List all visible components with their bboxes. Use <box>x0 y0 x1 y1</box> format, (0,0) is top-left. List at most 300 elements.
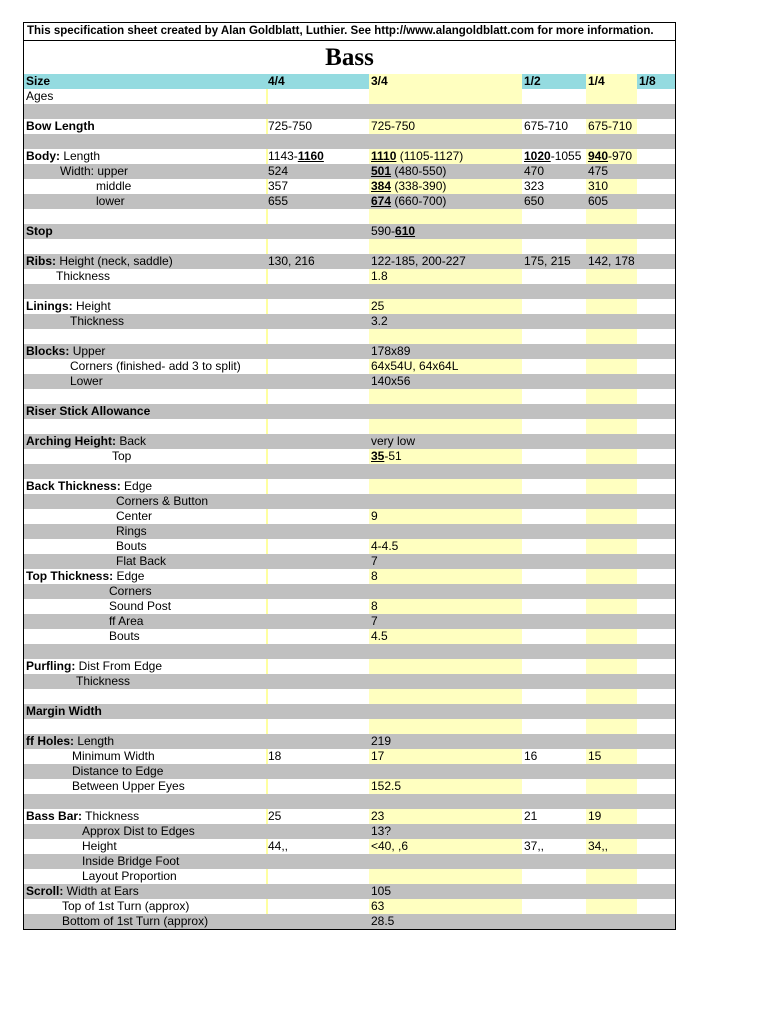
cell-size-1-8 <box>637 674 675 689</box>
table-row <box>24 194 675 209</box>
cell-size-1-2 <box>522 884 586 899</box>
cell-text: ff Area <box>109 614 144 628</box>
cell-size-3-4 <box>369 794 522 809</box>
cell-size-1-2 <box>522 464 586 479</box>
cell-size-1-2 <box>522 284 586 299</box>
cell-label <box>24 584 266 599</box>
cell-size-1-2 <box>522 689 586 704</box>
cell-text: Ages <box>26 89 54 103</box>
cell-size-4-4 <box>266 434 369 449</box>
cell-size-1-2 <box>522 224 586 239</box>
cell-label <box>24 794 266 809</box>
row-category-label: Back Thickness: <box>26 479 121 493</box>
cell-size-1-8 <box>637 839 675 854</box>
table-row <box>24 659 675 674</box>
row-category-label: Scroll: <box>26 884 64 898</box>
cell-size-3-4 <box>369 194 522 209</box>
cell-text: Width at Ears <box>63 884 139 898</box>
table-row <box>24 479 675 494</box>
cell-label <box>24 209 266 224</box>
cell-text: 1.8 <box>371 269 388 283</box>
cell-size-1-2 <box>522 719 586 734</box>
table-row <box>24 734 675 749</box>
cell-size-1-4 <box>586 809 637 824</box>
cell-label <box>24 284 266 299</box>
cell-size-3-4 <box>369 584 522 599</box>
cell-size-1-8 <box>637 464 675 479</box>
table-row <box>24 524 675 539</box>
cell-text: 7 <box>371 554 378 568</box>
cell-size-1-2 <box>522 839 586 854</box>
cell-size-4-4 <box>266 554 369 569</box>
cell-label <box>24 419 266 434</box>
cell-size-1-4 <box>586 704 637 719</box>
cell-text: 655 <box>268 194 289 208</box>
table-row <box>24 389 675 404</box>
cell-label <box>24 389 266 404</box>
cell-size-3-4 <box>369 539 522 554</box>
cell-size-1-4 <box>586 644 637 659</box>
cell-size-1-8 <box>637 404 675 419</box>
cell-size-1-2 <box>522 494 586 509</box>
cell-text: 605 <box>588 194 609 208</box>
cell-size-1-2 <box>522 314 586 329</box>
cell-size-1-2 <box>522 869 586 884</box>
cell-text: 175, 215 <box>524 254 571 268</box>
size-header-row <box>24 74 675 89</box>
cell-size-3-4 <box>369 314 522 329</box>
cell-size-1-2 <box>522 344 586 359</box>
cell-size-4-4 <box>266 269 369 284</box>
cell-size-1-2 <box>522 824 586 839</box>
cell-size-1-8 <box>637 584 675 599</box>
table-row <box>24 89 675 104</box>
table-row <box>24 179 675 194</box>
cell-text: 23 <box>371 809 385 823</box>
cell-size-1-8 <box>637 344 675 359</box>
cell-size-1-8 <box>637 749 675 764</box>
cell-size-3-4 <box>369 599 522 614</box>
cell-size-1-8 <box>637 884 675 899</box>
cell-text: Upper <box>69 344 106 358</box>
cell-size-4-4 <box>266 629 369 644</box>
cell-text: Height <box>72 299 111 313</box>
cell-size-1-8 <box>637 284 675 299</box>
cell-label <box>24 194 266 209</box>
cell-size-1-8 <box>637 764 675 779</box>
cell-size-1-4 <box>586 884 637 899</box>
cell-size-1-4 <box>586 839 637 854</box>
cell-size-4-4 <box>266 899 369 914</box>
cell-text: Width: upper <box>60 164 129 178</box>
table-row <box>24 149 675 164</box>
cell-size-4-4 <box>266 734 369 749</box>
cell-text: Lower <box>70 374 103 388</box>
cell-size-1-8 <box>637 479 675 494</box>
cell-text: 524 <box>268 164 289 178</box>
table-row <box>24 824 675 839</box>
cell-size-1-2 <box>522 809 586 824</box>
cell-size-1-4 <box>586 434 637 449</box>
cell-text: 19 <box>588 809 602 823</box>
cell-size-4-4 <box>266 329 369 344</box>
table-row <box>24 884 675 899</box>
cell-text: -1055 <box>550 149 582 163</box>
cell-size-3-4 <box>369 164 522 179</box>
cell-label <box>24 494 266 509</box>
table-row <box>24 749 675 764</box>
table-row <box>24 269 675 284</box>
cell-size-1-2 <box>522 119 586 134</box>
cell-size-1-4 <box>586 629 637 644</box>
cell-size-1-4 <box>586 509 637 524</box>
cell-size-1-4 <box>586 689 637 704</box>
cell-size-1-2 <box>522 794 586 809</box>
table-row <box>24 224 675 239</box>
row-category-label: Linings: <box>26 299 73 313</box>
cell-size-1-2 <box>522 734 586 749</box>
emphasized-value: 610 <box>395 224 416 238</box>
cell-label <box>24 704 266 719</box>
cell-text: 25 <box>371 299 385 313</box>
cell-size-4-4 <box>266 809 369 824</box>
cell-size-1-4 <box>586 389 637 404</box>
cell-size-3-4 <box>369 509 522 524</box>
emphasized-value: 1110 <box>371 149 397 163</box>
cell-size-3-4 <box>369 374 522 389</box>
table-row <box>24 119 675 134</box>
cell-size-1-2 <box>522 194 586 209</box>
row-category-label: ff Holes: <box>26 734 74 748</box>
cell-label <box>24 149 266 164</box>
cell-label <box>24 134 266 149</box>
cell-size-3-4 <box>369 434 522 449</box>
cell-text: 105 <box>371 884 392 898</box>
cell-size-1-4 <box>586 659 637 674</box>
table-row <box>24 284 675 299</box>
table-row <box>24 569 675 584</box>
cell-size-4-4 <box>266 584 369 599</box>
cell-size-3-4 <box>369 74 522 89</box>
cell-size-1-2 <box>522 569 586 584</box>
cell-size-1-8 <box>637 149 675 164</box>
cell-size-3-4 <box>369 854 522 869</box>
cell-size-1-8 <box>637 659 675 674</box>
cell-size-1-4 <box>586 494 637 509</box>
cell-size-1-8 <box>637 914 675 929</box>
cell-size-1-4 <box>586 179 637 194</box>
cell-label <box>24 839 266 854</box>
table-row <box>24 239 675 254</box>
cell-text: -51 <box>384 449 402 463</box>
cell-size-1-4 <box>586 584 637 599</box>
cell-size-4-4 <box>266 914 369 929</box>
emphasized-value: 501 <box>371 164 392 178</box>
cell-size-4-4 <box>266 254 369 269</box>
cell-label <box>24 899 266 914</box>
cell-size-1-2 <box>522 419 586 434</box>
cell-size-4-4 <box>266 209 369 224</box>
table-row <box>24 899 675 914</box>
cell-text: very low <box>371 434 416 448</box>
cell-size-4-4 <box>266 164 369 179</box>
cell-text: 3.2 <box>371 314 388 328</box>
cell-text: 37,, <box>524 839 545 853</box>
cell-text: Corners <box>109 584 152 598</box>
cell-text: 152.5 <box>371 779 402 793</box>
cell-label <box>24 644 266 659</box>
table-row <box>24 464 675 479</box>
cell-label <box>24 344 266 359</box>
emphasized-value: 1020 <box>524 149 551 163</box>
cell-label <box>24 884 266 899</box>
cell-size-4-4 <box>266 704 369 719</box>
cell-text: 142, 178 <box>588 254 635 268</box>
cell-size-4-4 <box>266 869 369 884</box>
cell-size-1-2 <box>522 659 586 674</box>
row-category-label: Arching Height: <box>26 434 116 448</box>
cell-size-1-2 <box>522 179 586 194</box>
cell-size-4-4 <box>266 479 369 494</box>
cell-label <box>24 179 266 194</box>
cell-size-1-2 <box>522 164 586 179</box>
cell-text: 8 <box>371 569 378 583</box>
cell-size-1-4 <box>586 614 637 629</box>
cell-text: 475 <box>588 164 609 178</box>
cell-label <box>24 254 266 269</box>
table-row <box>24 704 675 719</box>
cell-text: Layout Proportion <box>82 869 177 883</box>
cell-size-1-8 <box>637 299 675 314</box>
emphasized-value: 940 <box>588 149 609 163</box>
cell-size-4-4 <box>266 614 369 629</box>
cell-text: Length <box>74 734 115 748</box>
cell-size-3-4 <box>369 689 522 704</box>
cell-text: Between Upper Eyes <box>72 779 185 793</box>
table-row <box>24 449 675 464</box>
cell-size-1-4 <box>586 719 637 734</box>
cell-label <box>24 749 266 764</box>
cell-label <box>24 614 266 629</box>
table-row <box>24 254 675 269</box>
cell-text: (1105-1127) <box>396 149 464 163</box>
cell-label <box>24 509 266 524</box>
cell-size-3-4 <box>369 764 522 779</box>
cell-size-3-4 <box>369 89 522 104</box>
cell-size-1-2 <box>522 899 586 914</box>
cell-text: 140x56 <box>371 374 411 388</box>
cell-size-1-4 <box>586 134 637 149</box>
cell-size-1-8 <box>637 809 675 824</box>
cell-size-3-4 <box>369 719 522 734</box>
cell-size-4-4 <box>266 464 369 479</box>
cell-label <box>24 404 266 419</box>
cell-label <box>24 854 266 869</box>
cell-size-4-4 <box>266 119 369 134</box>
cell-size-3-4 <box>369 404 522 419</box>
cell-size-1-2 <box>522 779 586 794</box>
cell-text: 8 <box>371 599 378 613</box>
cell-size-1-4 <box>586 569 637 584</box>
table-row <box>24 209 675 224</box>
cell-size-1-8 <box>637 509 675 524</box>
cell-size-4-4 <box>266 74 369 89</box>
cell-text: Top <box>112 449 132 463</box>
cell-text: 16 <box>524 749 538 763</box>
cell-label <box>24 479 266 494</box>
cell-text: 44,, <box>268 839 289 853</box>
cell-size-3-4 <box>369 884 522 899</box>
cell-size-1-4 <box>586 329 637 344</box>
cell-size-1-2 <box>522 524 586 539</box>
table-row <box>24 644 675 659</box>
table-row <box>24 554 675 569</box>
cell-size-1-4 <box>586 914 637 929</box>
cell-size-1-2 <box>522 614 586 629</box>
cell-size-1-8 <box>637 164 675 179</box>
cell-size-4-4 <box>266 779 369 794</box>
cell-size-1-4 <box>586 74 637 89</box>
cell-size-3-4 <box>369 119 522 134</box>
cell-size-1-2 <box>522 554 586 569</box>
cell-size-1-8 <box>637 179 675 194</box>
cell-size-3-4 <box>369 419 522 434</box>
cell-size-1-2 <box>522 914 586 929</box>
cell-text: (338-390) <box>391 179 447 193</box>
cell-label <box>24 359 266 374</box>
cell-text: 63 <box>371 899 385 913</box>
cell-size-1-8 <box>637 134 675 149</box>
cell-size-1-2 <box>522 629 586 644</box>
cell-size-3-4 <box>369 839 522 854</box>
table-row <box>24 839 675 854</box>
cell-size-1-4 <box>586 794 637 809</box>
cell-size-3-4 <box>369 464 522 479</box>
cell-text: -970 <box>608 149 633 163</box>
cell-size-1-2 <box>522 74 586 89</box>
cell-size-4-4 <box>266 854 369 869</box>
cell-size-1-4 <box>586 239 637 254</box>
cell-text: 310 <box>588 179 609 193</box>
cell-size-1-4 <box>586 209 637 224</box>
cell-size-4-4 <box>266 299 369 314</box>
cell-size-1-8 <box>637 389 675 404</box>
cell-text: Length <box>60 149 101 163</box>
cell-text: 323 <box>524 179 545 193</box>
cell-size-1-4 <box>586 524 637 539</box>
cell-text: Corners (finished- add 3 to split) <box>70 359 241 373</box>
cell-size-4-4 <box>266 374 369 389</box>
cell-size-1-2 <box>522 404 586 419</box>
cell-text: Edge <box>120 479 153 493</box>
cell-text: <40, ,6 <box>371 839 409 853</box>
table-row <box>24 359 675 374</box>
cell-size-1-8 <box>637 239 675 254</box>
cell-text: (480-550) <box>391 164 447 178</box>
cell-size-3-4 <box>369 569 522 584</box>
table-row <box>24 299 675 314</box>
cell-label <box>24 569 266 584</box>
cell-size-1-8 <box>637 269 675 284</box>
cell-text: 178x89 <box>371 344 411 358</box>
cell-size-1-4 <box>586 149 637 164</box>
table-row <box>24 689 675 704</box>
cell-size-1-2 <box>522 434 586 449</box>
cell-text: 675-710 <box>524 119 569 133</box>
cell-size-4-4 <box>266 389 369 404</box>
cell-size-1-2 <box>522 359 586 374</box>
cell-label <box>24 434 266 449</box>
cell-size-4-4 <box>266 749 369 764</box>
cell-size-1-4 <box>586 764 637 779</box>
cell-size-4-4 <box>266 134 369 149</box>
cell-size-3-4 <box>369 254 522 269</box>
cell-label <box>24 329 266 344</box>
cell-text: 675-710 <box>588 119 633 133</box>
cell-size-1-2 <box>522 764 586 779</box>
cell-size-1-8 <box>637 599 675 614</box>
cell-text: 4/4 <box>268 74 285 88</box>
cell-size-4-4 <box>266 719 369 734</box>
cell-size-1-4 <box>586 374 637 389</box>
cell-size-1-2 <box>522 329 586 344</box>
cell-text: 470 <box>524 164 545 178</box>
table-row <box>24 509 675 524</box>
row-category-label: Stop <box>26 224 53 238</box>
cell-size-1-4 <box>586 254 637 269</box>
table-row <box>24 809 675 824</box>
cell-size-1-2 <box>522 104 586 119</box>
cell-size-3-4 <box>369 659 522 674</box>
cell-size-4-4 <box>266 419 369 434</box>
cell-size-4-4 <box>266 764 369 779</box>
cell-text: Top of 1st Turn (approx) <box>62 899 190 913</box>
cell-size-3-4 <box>369 674 522 689</box>
cell-size-1-4 <box>586 314 637 329</box>
cell-size-1-2 <box>522 239 586 254</box>
cell-size-1-8 <box>637 329 675 344</box>
cell-size-1-4 <box>586 344 637 359</box>
cell-text: 122-185, 200-227 <box>371 254 466 268</box>
cell-text: Bottom of 1st Turn (approx) <box>62 914 209 928</box>
cell-label <box>24 104 266 119</box>
cell-size-1-4 <box>586 419 637 434</box>
cell-size-1-8 <box>637 794 675 809</box>
cell-size-1-4 <box>586 539 637 554</box>
table-row <box>24 914 675 929</box>
cell-text: 4-4.5 <box>371 539 399 553</box>
cell-text: 130, 216 <box>268 254 315 268</box>
cell-size-1-2 <box>522 854 586 869</box>
emphasized-value: 35 <box>371 449 385 463</box>
cell-size-3-4 <box>369 524 522 539</box>
cell-size-1-4 <box>586 464 637 479</box>
cell-size-1-2 <box>522 584 586 599</box>
row-category-label: Purfling: <box>26 659 76 673</box>
cell-label <box>24 734 266 749</box>
cell-label <box>24 674 266 689</box>
cell-size-1-8 <box>637 254 675 269</box>
table-row <box>24 629 675 644</box>
cell-size-1-2 <box>522 134 586 149</box>
cell-size-3-4 <box>369 269 522 284</box>
cell-text: Bouts <box>109 629 140 643</box>
cell-label <box>24 119 266 134</box>
row-category-label: Ribs: <box>26 254 56 268</box>
cell-size-3-4 <box>369 329 522 344</box>
cell-label <box>24 239 266 254</box>
cell-size-1-8 <box>637 494 675 509</box>
